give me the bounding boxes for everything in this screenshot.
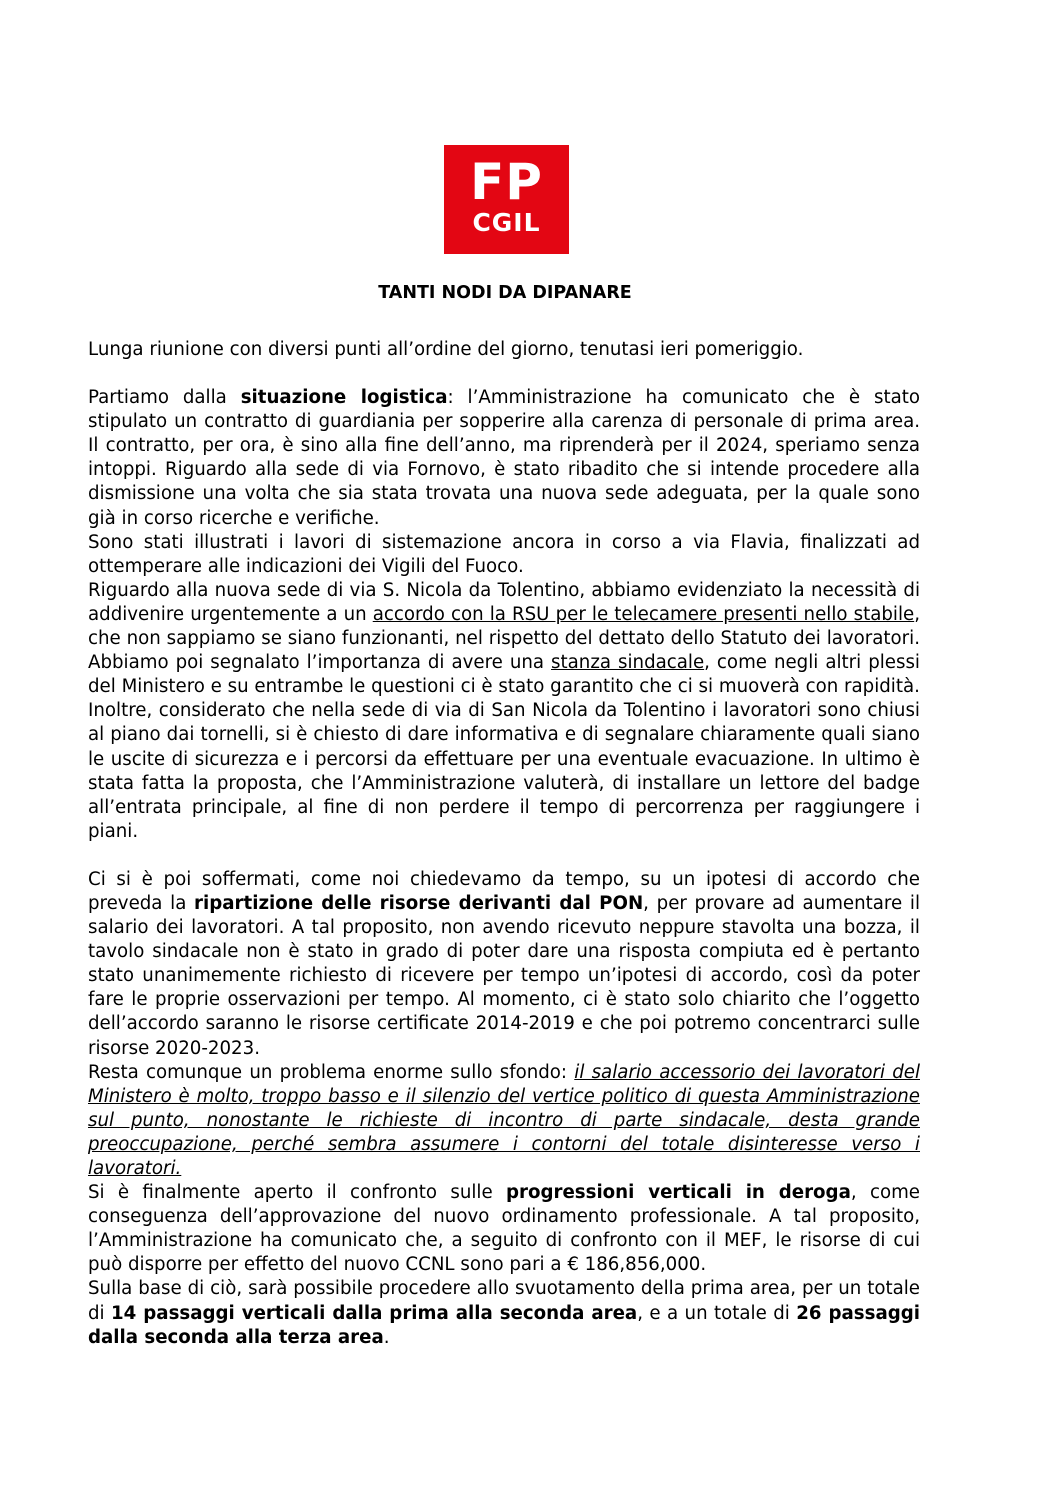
fp-cgil-logo [444, 145, 569, 254]
highlight-second-third: 26 passaggi dalla seconda alla terza area [88, 1302, 920, 1348]
paragraph-via-flavia: Sono stati illustrati i lavori di sistemazione ancora in corso a via Flavia, finalizzati ad ottemperare alle indicazioni dei Vigili del Fuoco. [88, 531, 920, 577]
paragraph-logistics: Partiamo dalla situazione logistica: l’Amministrazione ha comunicato che è stato stipulato un contratto di guardiania per sopperire alla carenza di personale di prima area. Il contratto, per ora, è sino alla fine dell’anno, ma riprenderà per il 2024, speriamo senza intoppi. Riguardo alla sede di via Fornovo, è stato ribadito che si intende procedere alla dismissione una volta che sia stata trovata una nuova sede adeguata, per la quale sono già in corso ricerche e verifiche. [88, 387, 920, 529]
highlight-salary: il salario accessorio dei lavoratori del Ministero è molto, troppo basso e il silenzio del vertice politico di questa Amministrazione sul punto, nonostante le richieste di incontro di parte sindacale, desta grande preoccupazione, perché sembra assumere i contorni del totale disinteresse verso i lavoratori. [88, 1061, 920, 1179]
paragraph-safety: Inoltre, considerato che nella sede di via di San Nicola da Tolentino i lavoratori sono chiusi al piano dai tornelli, si è chiesto di dare informativa e di segnalare chiaramente quali siano le uscite di sicurezza e i percorsi da effettuare per una eventuale evacuazione. In ultimo è stata fatta la proposta, che l’Amministrazione valuterà, di installare un lettore del badge all’entrata principale, al fine di non perdere il tempo di percorrenza per raggiungere i piani. [88, 700, 920, 842]
paragraph-tolentino: Riguardo alla nuova sede di via S. Nicola da Tolentino, abbiamo evidenziato la necessità di addivenire urgentemente a un accordo con la RSU per le telecamere presenti nello stabile, che non sappiamo se siano funzionanti, nel rispetto del dettato dello Statuto dei lavoratori. Abbiamo poi segnalato l’importanza di avere una stanza sindacale, come negli altri plessi del Ministero e su entrambe le questioni ci è stato garantito che ci si muoverà con rapidità. [88, 579, 920, 698]
highlight-pon: ripartizione delle risorse derivanti dal PON [194, 892, 644, 914]
paragraph-progressions: Si è finalmente aperto il confronto sulle progressioni verticali in deroga, come conseguenza dell’approvazione del nuovo ordinamento professionale. A tal proposito, l’Amministrazione ha comunicato che, a seguito di confronto con il MEF, le risorse di cui può disporre per effetto del nuovo CCNL sono pari a € 186,856,000. [88, 1182, 920, 1276]
paragraph-intro: Lunga riunione con diversi punti all’ordine del giorno, tenutasi ieri pomeriggio. [88, 339, 804, 360]
document-title: TANTI NODI DA DIPANARE [378, 283, 632, 303]
paragraph-pon: Ci si è poi soffermati, come noi chiedevamo da tempo, su un ipotesi di accordo che preveda la ripartizione delle risorse derivanti dal PON, per provare ad aumentare il salario dei lavoratori. A tal proposito, non avendo ricevuto neppure stavolta una bozza, il tavolo sindacale non è stato in grado di poter dare una risposta compiuta ed è pertanto stato unanimemente richiesto di ricevere per tempo un’ipotesi di accordo, così da poter fare le proprie osservazioni per tempo. Al momento, ci è stato solo chiarito che l’oggetto dell’accordo saranno le risorse certificate 2014-2019 e che poi potremo concentrarci sulle risorse 2020-2023. [88, 868, 920, 1059]
logo-line-fp: FP [470, 153, 543, 211]
highlight-cameras: accordo con la RSU per le telecamere presenti nello stabile [372, 603, 915, 625]
highlight-progressions: progressioni verticali in deroga [505, 1182, 851, 1204]
logo-line-cgil: CGIL [472, 208, 541, 237]
document-body [88, 338, 920, 1350]
paragraph-passages: Sulla base di ciò, sarà possibile procedere allo svuotamento della prima area, per un totale di 14 passaggi verticali dalla prima alla seconda area, e a un totale di 26 passaggi dalla seconda alla terza area. [88, 1278, 920, 1348]
highlight-first-second: 14 passaggi verticali dalla prima alla seconda area [111, 1302, 638, 1324]
paragraph-salary: Resta comunque un problema enorme sullo sfondo: il salario accessorio dei lavoratori del Ministero è molto, troppo basso e il silenzio del vertice politico di questa Amministrazione sul punto, nonostante le richieste di incontro di parte sindacale, desta grande preoccupazione, perché sembra assumere i contorni del totale disinteresse verso i lavoratori. [88, 1061, 920, 1179]
highlight-union-room: stanza sindacale [551, 652, 705, 674]
highlight-logistics: situazione logistica [240, 387, 448, 409]
